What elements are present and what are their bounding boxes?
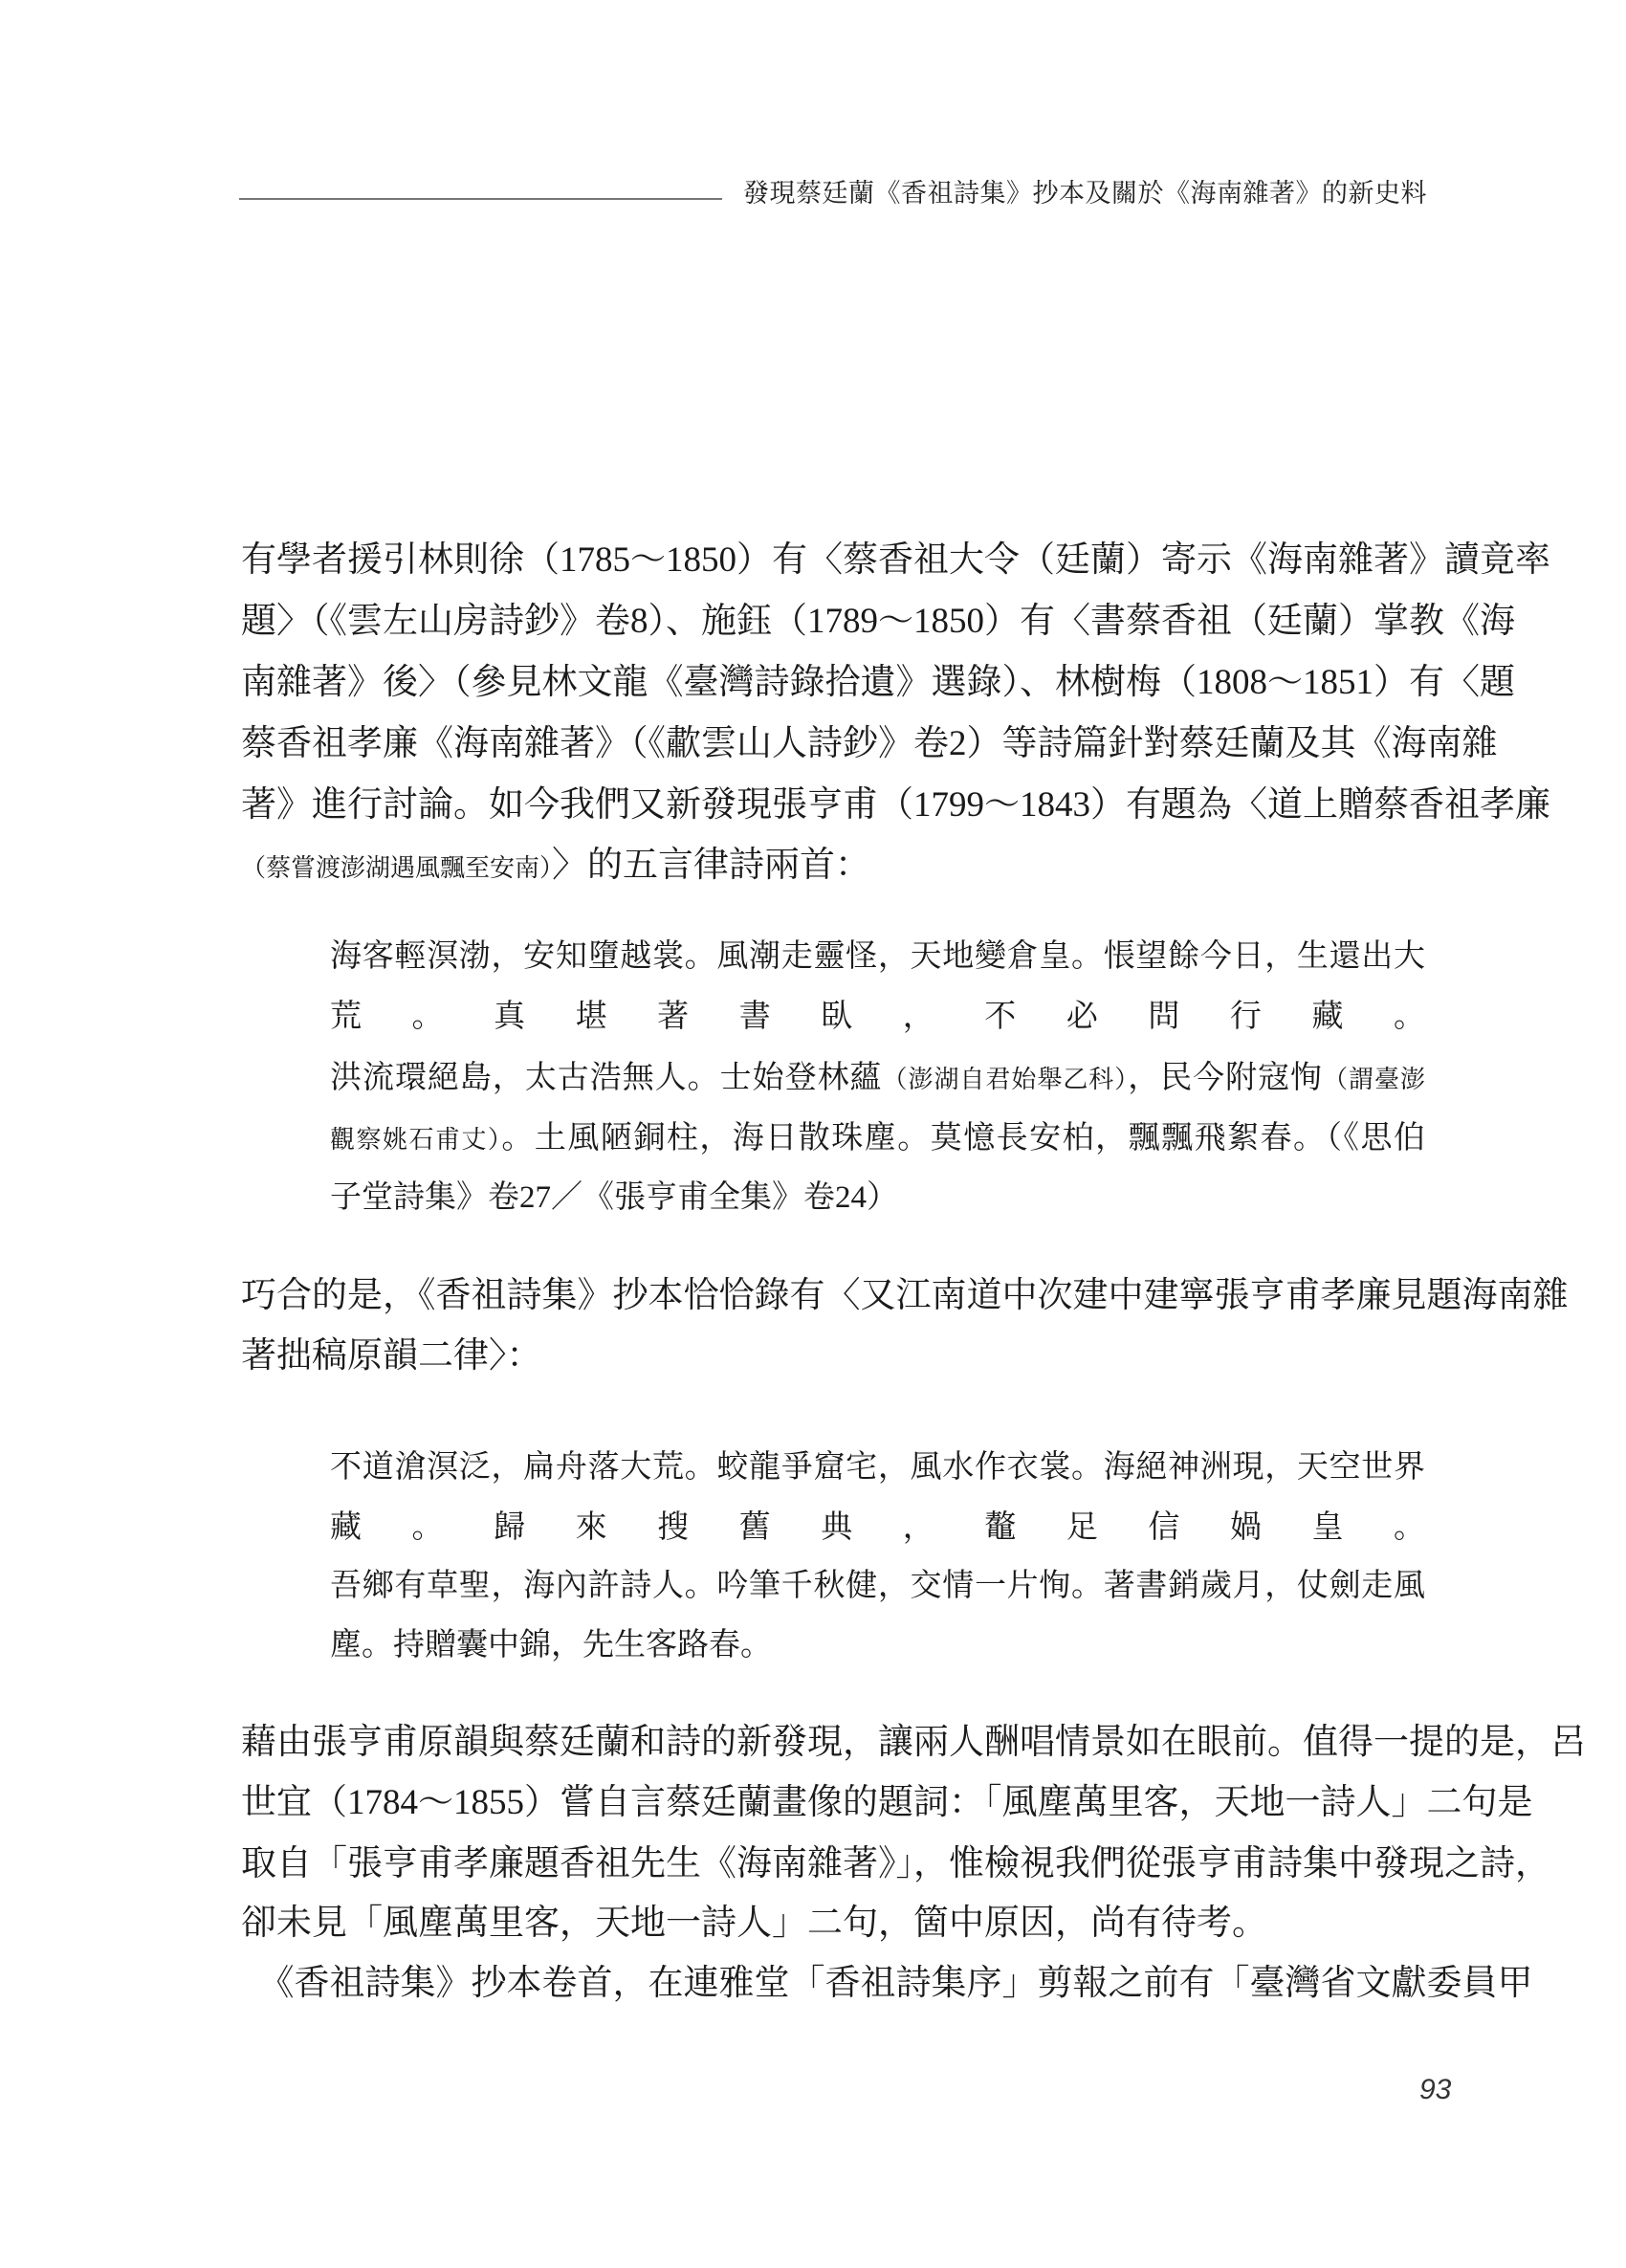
text-segment: 世宜（1784～1855）嘗自言蔡廷蘭畫像的題詞：「風塵萬里客，天地一詩人」二句是 bbox=[241, 1783, 1533, 1822]
annotation-text: （澎湖自君始舉乙科） bbox=[882, 1066, 1129, 1093]
text-segment: ，民今附寇恂 bbox=[1128, 1061, 1324, 1095]
text-segment: 吾鄉有草聖，海內許詩人。吟筆千秋健，交情一片恂。著書銷歲月，仗劍走風 bbox=[330, 1569, 1425, 1603]
text-line bbox=[241, 1272, 1569, 1320]
text-line bbox=[241, 537, 1550, 584]
text-line bbox=[241, 659, 1515, 707]
text-segment: 有學者援引林則徐（1785～1850）有〈蔡香祖大令（廷蘭）寄示《海南雜著》讀竟率 bbox=[241, 540, 1550, 580]
text-line bbox=[241, 842, 1425, 890]
poem-line bbox=[330, 1114, 1425, 1162]
text-segment: 不道滄溟泛，扁舟落大荒。蛟龍爭窟宅，風水作衣裳。海絕神洲現，天空世界 bbox=[330, 1450, 1425, 1485]
poem-line bbox=[330, 993, 1425, 1041]
text-segment: 取自「張亨甫孝廉題香祖先生《海南雜著》」，惟檢視我們從張亨甫詩集中發現之詩， bbox=[241, 1844, 1550, 1883]
text-line bbox=[241, 1900, 1425, 1948]
text-segment: 著》進行討論。如今我們又新發現張亨甫（1799～1843）有題為〈道上贈蔡香祖孝廉 bbox=[241, 785, 1550, 825]
text-segment: 洪流環絕島，太古浩無人。士始登林蘊 bbox=[330, 1061, 883, 1095]
text-line bbox=[241, 1840, 1550, 1888]
text-segment: 子堂詩集》卷27／《張亨甫全集》卷24） bbox=[330, 1180, 898, 1215]
poem-line bbox=[330, 1443, 1425, 1491]
poem-line bbox=[330, 1054, 1425, 1102]
text-line bbox=[241, 1719, 1586, 1767]
text-segment: 蔡香祖孝廉《海南雜著》（《歗雲山人詩鈔》卷2）等詩篇針對蔡廷蘭及其《海南雜 bbox=[241, 724, 1498, 763]
text-segment: 卻未見「風塵萬里客，天地一詩人」二句，箇中原因，尚有待考。 bbox=[241, 1904, 1267, 1943]
annotation-text: 觀察姚石甫丈） bbox=[330, 1126, 502, 1154]
header-rule bbox=[239, 198, 722, 200]
text-line bbox=[241, 598, 1515, 646]
text-segment: 〉的五言律詩兩首： bbox=[552, 846, 871, 885]
text-line bbox=[241, 1332, 1425, 1380]
poem-line bbox=[330, 933, 1425, 980]
text-segment: 南雜著》後〉（參見林文龍《臺灣詩錄拾遺》選錄）、林樹梅（1808～1851）有〈題 bbox=[241, 663, 1515, 702]
annotation-text: （謂臺澎 bbox=[1323, 1066, 1425, 1093]
poem-line bbox=[330, 1621, 1425, 1669]
page-number: 93 bbox=[1419, 2074, 1452, 2105]
text-segment: 藉由張亨甫原韻與蔡廷蘭和詩的新發現，讓兩人酬唱情景如在眼前。值得一提的是，呂 bbox=[241, 1723, 1586, 1762]
text-segment: 荒。真堪著書臥，不必問行藏。 bbox=[330, 1000, 1425, 1034]
text-line bbox=[241, 782, 1550, 829]
poem-line bbox=[330, 1504, 1425, 1552]
text-segment: 塵。持贈囊中錦，先生客路春。 bbox=[330, 1628, 772, 1662]
text-segment: 《香祖詩集》抄本卷首，在連雅堂「香祖詩集序」剪報之前有「臺灣省文獻委員甲 bbox=[241, 1964, 1533, 2003]
text-segment: 藏。歸來搜舊典，鼇足信媧皇。 bbox=[330, 1510, 1425, 1545]
text-segment: 。土風陋銅柱，海日散珠塵。莫憶長安柏，飄飄飛絮春。（《思伯 bbox=[501, 1121, 1425, 1156]
text-segment: 海客輕溟渤，安知墮越裳。風潮走靈怪，天地變倉皇。悵望餘今日，生還出大 bbox=[330, 939, 1425, 974]
poem-line bbox=[330, 1562, 1425, 1610]
text-segment: 題〉（《雲左山房詩鈔》卷8）、施鈺（1789～1850）有〈書蔡香祖（廷蘭）掌教《海 bbox=[241, 602, 1515, 641]
poem-line bbox=[330, 1174, 1425, 1222]
annotation-text: （蔡嘗渡澎湖遇風飄至安南） bbox=[241, 854, 553, 882]
text-line bbox=[241, 1779, 1533, 1827]
text-segment: 巧合的是，《香祖詩集》抄本恰恰錄有〈又江南道中次建中建寧張亨甫孝廉見題海南雜 bbox=[241, 1276, 1569, 1315]
text-line bbox=[241, 1960, 1533, 2008]
text-line bbox=[241, 720, 1498, 768]
text-segment: 著拙稿原韻二律〉： bbox=[241, 1336, 542, 1376]
running-title: 發現蔡廷蘭《香祖詩集》抄本及關於《海南雜著》的新史料 bbox=[743, 179, 1427, 209]
